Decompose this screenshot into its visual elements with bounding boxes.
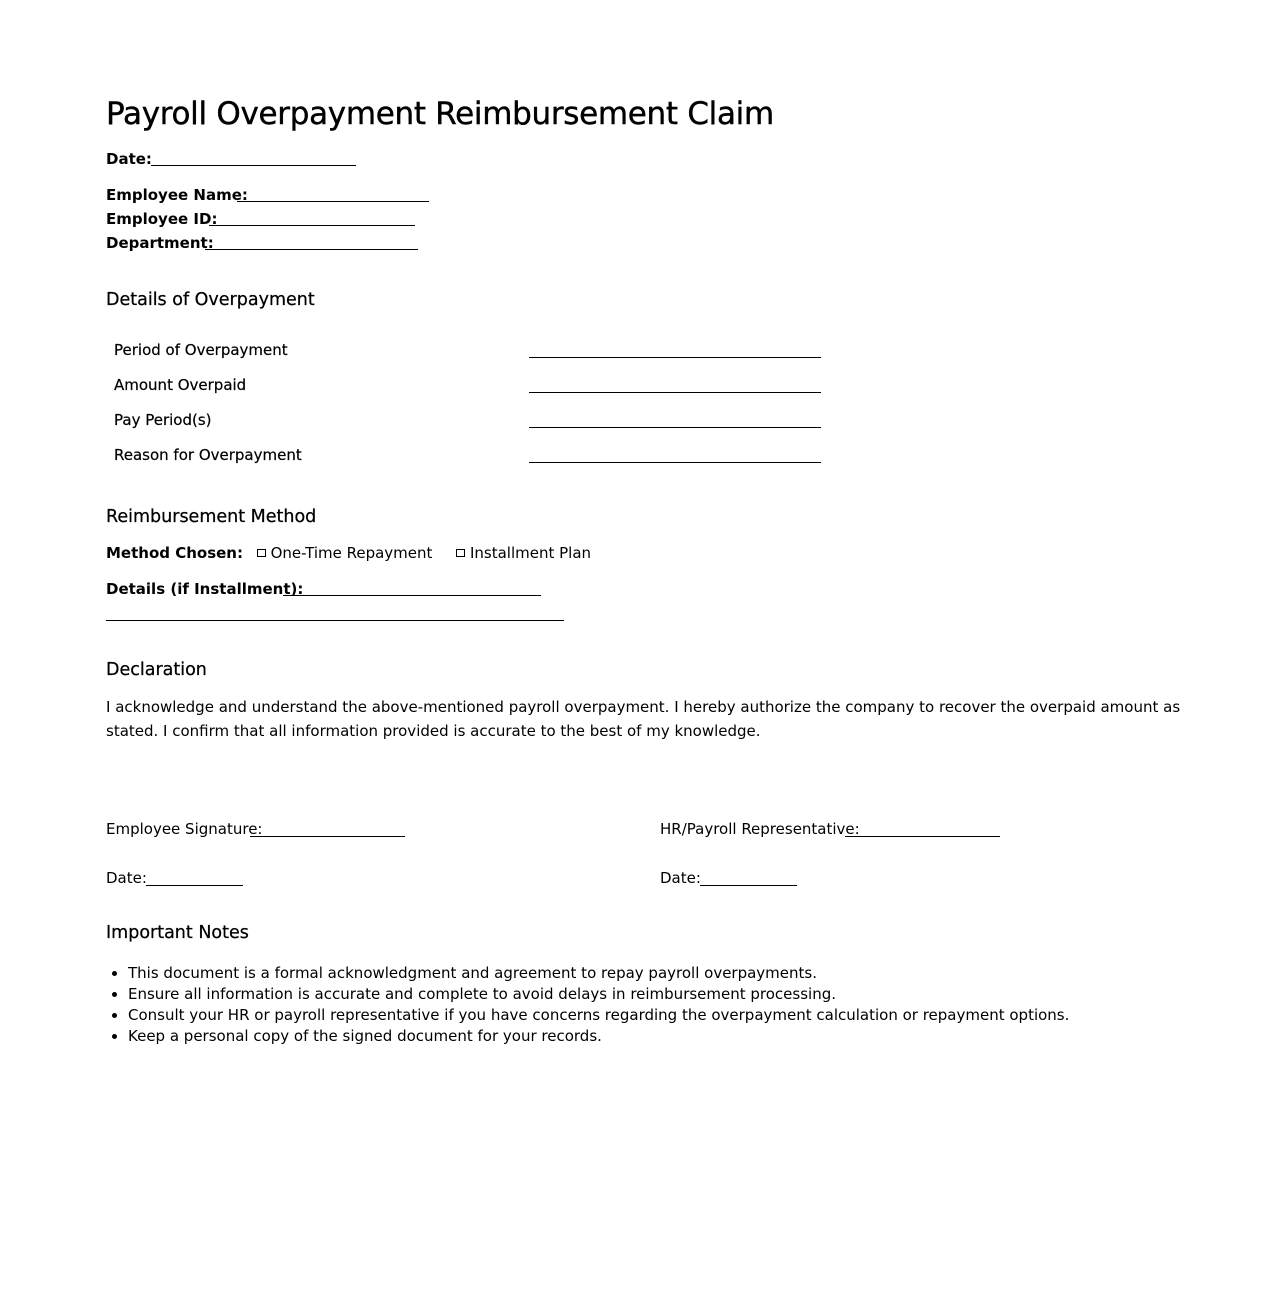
hr-representative-field[interactable] (845, 836, 1000, 837)
date-label: Date: (106, 150, 152, 168)
amount-overpaid-field[interactable] (529, 392, 821, 393)
notes-list (106, 963, 1128, 1047)
method-chosen-row (106, 544, 591, 562)
period-of-overpayment-label: Period of Overpayment (114, 341, 288, 359)
one-time-repayment-label: One-Time Repayment (270, 544, 433, 562)
page-title: Payroll Overpayment Reimbursement Claim (106, 96, 774, 132)
reason-for-overpayment-field[interactable] (529, 462, 821, 463)
department-label: Department: (106, 234, 214, 252)
list-item: • Ensure all information is accurate and complete to avoid delays in reimbursement processing. (128, 984, 1128, 1005)
employee-name-field[interactable] (237, 201, 429, 202)
department-field[interactable] (205, 249, 418, 250)
one-time-repayment-option[interactable] (257, 544, 433, 562)
list-item: • This document is a formal acknowledgment and agreement to repay payroll overpayments. (128, 963, 1128, 984)
declaration-heading: Declaration (106, 660, 207, 680)
overpayment-heading: Details of Overpayment (106, 290, 315, 310)
installment-details-label: Details (if Installment): (106, 580, 304, 598)
list-item: • Consult your HR or payroll representative if you have concerns regarding the overpayment calculation or repayment options. (128, 1005, 1128, 1026)
method-chosen-label: Method Chosen: (106, 544, 243, 562)
reimbursement-heading: Reimbursement Method (106, 507, 317, 527)
pay-periods-field[interactable] (529, 427, 821, 428)
employee-id-field[interactable] (209, 225, 415, 226)
employee-name-label: Employee Name: (106, 186, 248, 204)
employee-signature-field[interactable] (250, 836, 405, 837)
installment-plan-option[interactable] (456, 544, 591, 562)
period-of-overpayment-field[interactable] (529, 357, 821, 358)
notes-heading: Important Notes (106, 923, 249, 943)
pay-periods-label: Pay Period(s) (114, 411, 212, 429)
declaration-text: I acknowledge and understand the above-mentioned payroll overpayment. I hereby authorize the company to recover the overpaid amount as stated. I confirm that all information provided is accurate to the best of my knowledge. (106, 698, 1181, 740)
hr-representative-label: HR/Payroll Representative: (660, 820, 860, 838)
hr-date-label: Date: (660, 869, 701, 887)
date-field[interactable] (151, 165, 356, 166)
reason-for-overpayment-label: Reason for Overpayment (114, 446, 302, 464)
installment-plan-label: Installment Plan (469, 544, 592, 562)
employee-id-label: Employee ID: (106, 210, 218, 228)
installment-details-field[interactable] (283, 595, 541, 596)
checkbox-icon[interactable] (257, 549, 266, 557)
checkbox-icon[interactable] (456, 549, 465, 557)
list-item: • Keep a personal copy of the signed document for your records. (128, 1026, 1128, 1047)
employee-date-label: Date: (106, 869, 147, 887)
amount-overpaid-label: Amount Overpaid (114, 376, 247, 394)
hr-date-field[interactable] (700, 885, 797, 886)
installment-details-field-line-2[interactable] (106, 620, 564, 621)
employee-signature-label: Employee Signature: (106, 820, 263, 838)
employee-date-field[interactable] (146, 885, 243, 886)
